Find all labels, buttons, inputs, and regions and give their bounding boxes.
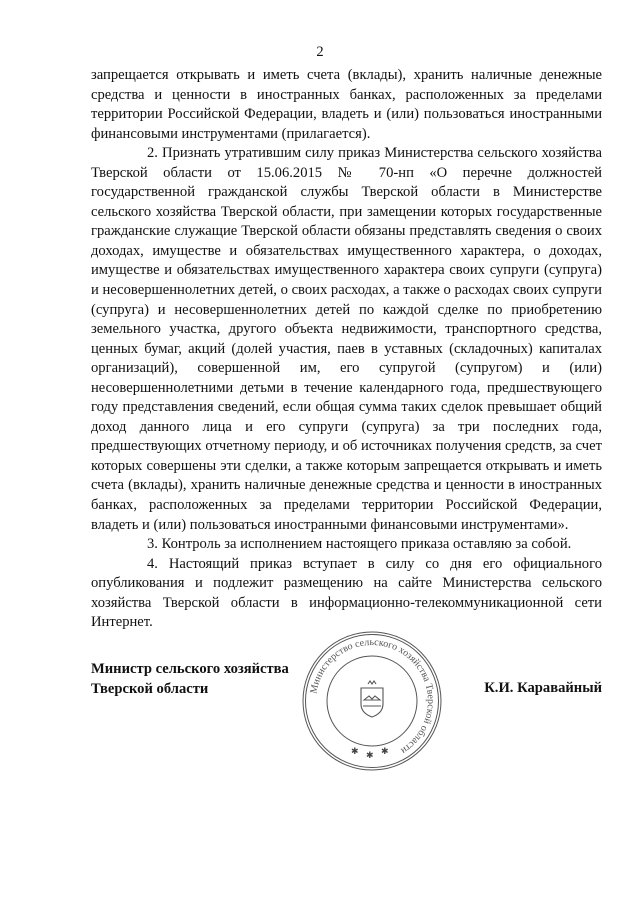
svg-text:✱: ✱ bbox=[351, 747, 359, 757]
signatory-name: К.И. Каравайный bbox=[484, 680, 602, 696]
document-body bbox=[91, 66, 602, 633]
signatory-position bbox=[91, 660, 289, 699]
page-number: 2 bbox=[316, 44, 324, 60]
paragraph-2: 2. Признать утратившим силу приказ Министерства сельского хозяйства Тверской области от 15.06.2015 № 70-нп «О перечне должностей государственной гражданской службы Тверской области в Министерстве сельского хозяйства Тверской области, при замещении которых государственные гражданские служащие Тверской области обязаны представлять сведения о своих доходах, имуществе и обязательствах имущественного характера, о доходах, имуществе и обязательствах имущественного характера своих супруги (супруга) и несовершеннолетних детей, о своих расходах, а также о расходах своих супруги (супруга) и несовершеннолетних детей по каждой сделке по приобретению земельного участка, другого объекта недвижимости, транспортного средства, ценных бумаг, акций (долей участия, паев в уставных (складочных) капиталах организаций), совершенной им, его супругой (супругом) и (или) несовершеннолетними детьми в течение календарного года, предшествующего году представления сведений, если общая сумма таких сделок превышает общий доход данного лица и его супруги (супруга) за три последних года, предшествующих отчетному периоду, и об источниках получения средств, за счет которых совершены эти сделки, а также которым запрещается открывать и иметь счета (вклады), хранить наличные денежные средства и ценности в иностранных банках, расположенных за пределами территории Российской Федерации, владеть и (или) пользоваться иностранными финансовыми инструментами». bbox=[91, 145, 602, 533]
coat-of-arms-icon bbox=[361, 681, 383, 717]
paragraph-1-continuation: запрещается открывать и иметь счета (вклады), хранить наличные денежные средства и ценности в иностранных банках, расположенных за пределами территории Российской Федерации, владеть и (или) пользоваться иностранными финансовыми инструментами (прилагается). bbox=[91, 67, 602, 142]
signatory-position-line-2: Тверской области bbox=[91, 680, 209, 697]
paragraph-3: 3. Контроль за исполнением настоящего приказа оставляю за собой. bbox=[147, 536, 572, 553]
svg-text:✱: ✱ bbox=[381, 747, 389, 757]
svg-text:✱: ✱ bbox=[366, 751, 374, 761]
seal-text-path: Министерство сельского хозяйства Тверской области bbox=[308, 636, 437, 757]
seal-stars bbox=[351, 747, 389, 761]
signatory-position-line-1: Министр сельского хозяйства bbox=[91, 661, 289, 677]
official-seal bbox=[301, 630, 443, 772]
paragraph-4: 4. Настоящий приказ вступает в силу со дня его официального опубликования и подлежит размещению на сайте Министерства сельского хозяйства Тверской области в информационно-телекоммуникационной сети Интернет. bbox=[91, 555, 602, 631]
